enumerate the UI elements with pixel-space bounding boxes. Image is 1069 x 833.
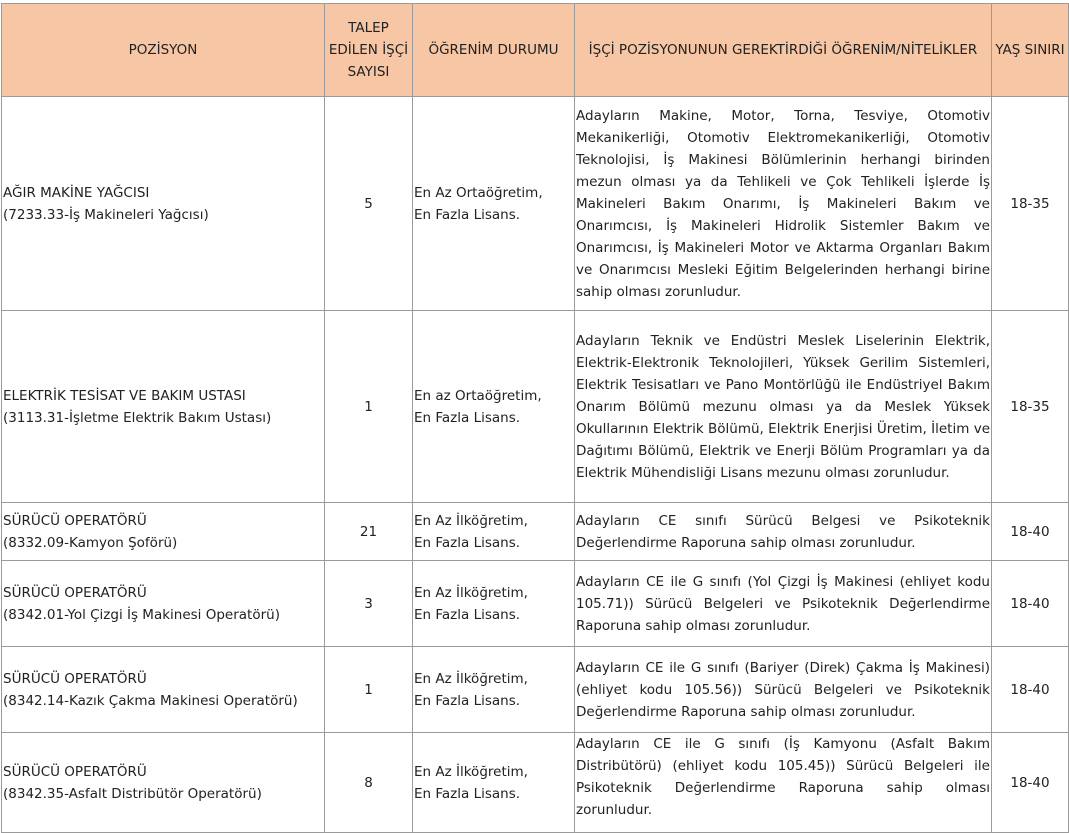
requirements-line: mezun olması ya da Tehlikeli ve Çok Tehlikeli İşlerde İş xyxy=(576,173,990,190)
header-row xyxy=(2,4,1069,97)
position-cell xyxy=(2,647,325,733)
position-line: (8342.14-Kazık Çakma Makinesi Operatörü) xyxy=(3,692,298,709)
age-cell: 18-40 xyxy=(992,503,1069,561)
education-line: En Az İlköğretim, xyxy=(414,670,528,687)
education-cell xyxy=(413,561,575,647)
requirements-line: Onarımcısı, İş Makineleri Motor ve Aktarma Organları Bakım xyxy=(576,239,990,256)
age-cell: 18-40 xyxy=(992,647,1069,733)
position-line: (8342.35-Asfalt Distribütör Operatörü) xyxy=(3,785,262,802)
requirements-line: Değerlendirme Raporuna sahip olması zorunludur. xyxy=(576,703,916,720)
position-cell xyxy=(2,733,325,833)
table-row xyxy=(2,647,1069,733)
requirements-line: Adayların CE ile G sınıfı (İş Kamyonu (Asfalt Bakım xyxy=(576,736,990,752)
position-cell xyxy=(2,97,325,311)
requirements-line: Elektrik Tesisatları ve Pano Montörlüğü ile Endüstriyel Bakım xyxy=(576,376,990,393)
header-age: YAŞ SINIRI xyxy=(992,4,1069,97)
count-cell: 3 xyxy=(325,561,413,647)
requirements-line: Değerlendirme Raporuna sahip olması zorunludur. xyxy=(576,534,916,551)
table-row xyxy=(2,311,1069,503)
requirements-line: Distribütörü) (ehliyet kodu 105.45)) Sürücü Belgeleri ile xyxy=(576,758,990,774)
age-cell: 18-35 xyxy=(992,311,1069,503)
requirements-line: Elektrik Mühendisliği Lisans mezunu olması zorunludur. xyxy=(576,464,950,481)
position-line: ELEKTRİK TESİSAT VE BAKIM USTASI xyxy=(3,387,246,404)
requirements-cell xyxy=(575,647,992,733)
requirements-cell xyxy=(575,97,992,311)
count-cell: 1 xyxy=(325,311,413,503)
requirements-cell xyxy=(575,561,992,647)
requirements-line: sahip olması zorunludur. xyxy=(576,283,742,300)
education-line: En az Ortaöğretim, xyxy=(414,387,542,404)
education-line: En Fazla Lisans. xyxy=(414,606,521,623)
requirements-cell xyxy=(575,733,992,833)
age-cell: 18-40 xyxy=(992,561,1069,647)
header-count xyxy=(325,4,413,97)
requirements-line: Adayların Makine, Motor, Torna, Tesviye, Otomotiv xyxy=(576,107,990,124)
requirements-line: Adayların Teknik ve Endüstri Meslek Liselerinin Elektrik, xyxy=(576,332,990,349)
education-line: En Az İlköğretim, xyxy=(414,584,528,601)
position-line: AĞIR MAKİNE YAĞCISI xyxy=(3,184,150,201)
position-cell xyxy=(2,561,325,647)
header-requirements: İŞÇİ POZİSYONUNUN GEREKTİRDİĞİ ÖĞRENİM/NİTELİKLER xyxy=(575,4,992,97)
requirements-line: Teknolojisi, İş Makinesi Bölümlerinin herhangi birinden xyxy=(576,151,990,168)
requirements-line: Okullarının Elektrik Bölümü, Elektrik Enerjisi Üretim, İletim ve xyxy=(576,420,990,437)
education-line: En Az Ortaöğretim, xyxy=(414,184,543,201)
count-cell: 8 xyxy=(325,733,413,833)
header-count-line: EDİLEN İŞÇİ xyxy=(328,42,409,58)
requirements-line: ve Onarımcısı Mesleki Eğitim Belgelerinden herhangi birine xyxy=(576,261,990,278)
education-line: En Fazla Lisans. xyxy=(414,692,521,709)
age-cell: 18-40 xyxy=(992,733,1069,833)
position-line: SÜRÜCÜ OPERATÖRÜ xyxy=(3,584,147,601)
requirements-line: Onarım Bölümü mezunu olması ya da Meslek Yüksek xyxy=(576,398,990,415)
requirements-line: (ehliyet kodu 105.56)) Sürücü Belgeleri ve Psikoteknik xyxy=(576,681,990,698)
position-line: (3113.31-İşletme Elektrik Bakım Ustası) xyxy=(3,409,272,426)
table-row xyxy=(2,733,1069,833)
position-line: SÜRÜCÜ OPERATÖRÜ xyxy=(3,670,147,687)
header-position: POZİSYON xyxy=(2,4,325,97)
education-line: En Fazla Lisans. xyxy=(414,409,521,426)
education-cell xyxy=(413,311,575,503)
positions-table xyxy=(1,3,1069,833)
position-line: SÜRÜCÜ OPERATÖRÜ xyxy=(3,512,147,529)
requirements-line: Psikoteknik Değerlendirme Raporuna sahip olması xyxy=(576,780,990,796)
position-line: (7233.33-İş Makineleri Yağcısı) xyxy=(3,206,209,223)
table-row xyxy=(2,561,1069,647)
count-cell: 1 xyxy=(325,647,413,733)
position-cell xyxy=(2,503,325,561)
age-cell: 18-35 xyxy=(992,97,1069,311)
table-row xyxy=(2,97,1069,311)
requirements-line: Adayların CE sınıfı Sürücü Belgesi ve Psikoteknik xyxy=(576,512,990,529)
header-education: ÖĞRENİM DURUMU xyxy=(413,4,575,97)
position-cell xyxy=(2,311,325,503)
requirements-line: Elektrik-Elektronik Teknolojileri, Yüksek Gerilim Sistemleri, xyxy=(576,354,990,371)
education-cell xyxy=(413,647,575,733)
requirements-line: 105.71)) Sürücü Belgeleri ve Psikoteknik Değerlendirme xyxy=(576,595,990,612)
requirements-line: Makineleri Bakım Onarımı, İş Makineleri Bakım ve xyxy=(576,195,990,212)
requirements-line: Mekanikerliği, Otomotiv Elektromekanikerliği, Otomotiv xyxy=(576,129,990,146)
header-count-line: SAYISI xyxy=(347,64,390,80)
requirements-cell xyxy=(575,503,992,561)
table-row xyxy=(2,503,1069,561)
education-cell xyxy=(413,97,575,311)
position-line: (8332.09-Kamyon Şoförü) xyxy=(3,534,178,551)
requirements-line: Adayların CE ile G sınıfı (Yol Çizgi İş Makinesi (ehliyet kodu xyxy=(576,573,990,590)
education-line: En Fazla Lisans. xyxy=(414,785,521,802)
header-count-line: TALEP xyxy=(348,20,389,36)
requirements-line: Adayların CE ile G sınıfı (Bariyer (Direk) Çakma İş Makinesi) xyxy=(576,659,990,676)
requirements-line: Onarımcısı, İş Makineleri Hidrolik Sistemler Bakım ve xyxy=(576,217,990,234)
requirements-line: zorunludur. xyxy=(576,802,653,818)
education-cell xyxy=(413,503,575,561)
education-line: En Az İlköğretim, xyxy=(414,763,528,780)
requirements-cell xyxy=(575,311,992,503)
count-cell: 21 xyxy=(325,503,413,561)
education-line: En Fazla Lisans. xyxy=(414,534,521,551)
education-line: En Fazla Lisans. xyxy=(414,206,521,223)
requirements-line: Dağıtımı Bölümü, Elektrik ve Enerji Bölüm Programları ya da xyxy=(576,442,990,459)
education-line: En Az İlköğretim, xyxy=(414,512,528,529)
position-line: (8342.01-Yol Çizgi İş Makinesi Operatörü) xyxy=(3,606,280,623)
education-cell xyxy=(413,733,575,833)
position-line: SÜRÜCÜ OPERATÖRÜ xyxy=(3,763,147,780)
requirements-line: Raporuna sahip olması zorunludur. xyxy=(576,617,811,634)
count-cell: 5 xyxy=(325,97,413,311)
